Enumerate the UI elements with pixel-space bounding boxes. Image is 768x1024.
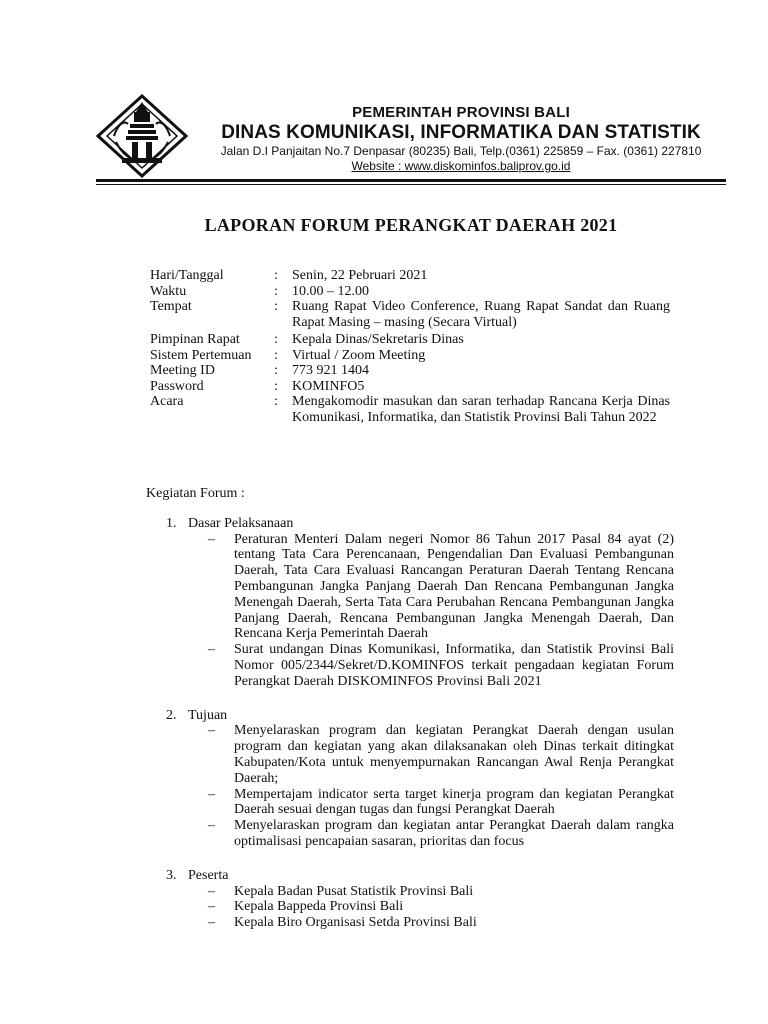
list-item [208, 642, 674, 689]
info-row [150, 363, 670, 379]
list-item [208, 899, 674, 915]
section-number: 2. [166, 707, 177, 723]
section-heading [166, 868, 674, 884]
list-item [208, 532, 674, 643]
section-number: 3. [166, 867, 177, 883]
dash-bullet: – [208, 723, 215, 739]
dash-bullet: – [208, 899, 215, 915]
list-item-text: Menyelaraskan program dan kegiatan Perangkat Daerah dengan usulan program dan kegiatan yang akan dilaksanakan oleh Dinas terkait ditingkat Kabupaten/Kota untuk menyempurnakan Rancangan Awal Renja Perangkat Daerah; [234, 723, 674, 786]
info-label: Password [150, 378, 204, 394]
info-colon: : [274, 378, 278, 394]
info-row [150, 268, 670, 284]
info-colon: : [274, 332, 278, 347]
info-colon: : [274, 394, 278, 409]
info-colon: : [274, 299, 278, 314]
info-value: Kepala Dinas/Sekretaris Dinas [292, 332, 464, 347]
info-label: Acara [150, 394, 184, 409]
info-value: Mengakomodir masukan dan saran terhadap Rancana Kerja Dinas Komunikasi, Informatika, dan Statistik Provinsi Bali Tahun 2022 [292, 394, 670, 425]
info-colon: : [274, 268, 278, 283]
letterhead-government: PEMERINTAH PROVINSI BALI [352, 104, 570, 121]
list-item-text: Kepala Bappeda Provinsi Bali [234, 899, 404, 915]
list-item-text: Kepala Badan Pusat Statistik Provinsi Bali [234, 883, 474, 899]
info-value: Senin, 22 Pebruari 2021 [292, 268, 428, 283]
info-label: Waktu [150, 283, 187, 299]
info-label: Hari/Tanggal [150, 268, 224, 283]
list-item-text: Surat undangan Dinas Komunikasi, Informatika, dan Statistik Provinsi Bali Nomor 005/2344/Sekret/D.KOMINFOS terkait pengadaan kegiatan Forum Perangkat Daerah DISKOMINFOS Provinsi Bali 2021 [234, 642, 674, 689]
bullet-list [208, 884, 674, 931]
info-label: Meeting ID [150, 363, 215, 378]
bullet-list [208, 532, 674, 690]
dash-bullet: – [208, 531, 215, 547]
info-label: Tempat [150, 299, 192, 314]
header-divider-thin [96, 184, 726, 185]
info-value: 773 921 1404 [292, 363, 369, 378]
dash-bullet: – [208, 642, 215, 658]
info-value: 10.00 – 12.00 [292, 283, 369, 299]
info-row [150, 348, 670, 364]
info-value: Virtual / Zoom Meeting [292, 347, 426, 363]
dash-bullet: – [208, 915, 215, 931]
activities-intro: Kegiatan Forum : [146, 486, 245, 501]
info-colon: : [274, 363, 278, 378]
section-title: Peserta [188, 867, 229, 883]
dash-bullet: – [208, 818, 215, 834]
info-row [150, 299, 670, 330]
letterhead-agency: DINAS KOMUNIKASI, INFORMATIKA DAN STATISTIK [221, 122, 701, 143]
info-value: Ruang Rapat Video Conference, Ruang Rapat Sandat dan Ruang Rapat Masing – masing (Secara Virtual) [292, 299, 670, 330]
info-label: Pimpinan Rapat [150, 332, 240, 347]
section-heading [166, 516, 674, 532]
header-divider-thick [96, 179, 726, 182]
info-row [150, 394, 670, 425]
list-item [208, 787, 674, 819]
letterhead-website[interactable]: Website : www.diskominfos.baliprov.go.id [351, 159, 571, 173]
info-colon: : [274, 347, 278, 363]
list-item [208, 723, 674, 786]
meeting-info-table [150, 268, 670, 425]
list-item-text: Kepala Biro Organisasi Setda Provinsi Bali [234, 915, 477, 931]
letterhead-address: Jalan D.I Panjaitan No.7 Denpasar (80235) Bali, Telp.(0361) 225859 – Fax. (0361) 227810 [220, 144, 702, 158]
list-item-text: Mempertajam indicator serta target kinerja program dan kegiatan Perangkat Daerah sesuai dengan tugas dan fungsi Perangkat Daerah [234, 786, 674, 818]
document-title: LAPORAN FORUM PERANGKAT DAERAH 2021 [204, 215, 618, 235]
info-row [150, 379, 670, 395]
section-number: 1. [166, 515, 177, 531]
bali-province-emblem-icon [96, 94, 188, 178]
dash-bullet: – [208, 883, 215, 899]
info-label: Sistem Pertemuan [150, 347, 252, 363]
list-item [208, 884, 674, 900]
letterhead [196, 104, 726, 174]
section-title: Tujuan [188, 707, 228, 723]
info-row [150, 332, 670, 348]
list-item-text: Menyelaraskan program dan kegiatan antar Perangkat Daerah dalam rangka optimalisasi pencapaian sasaran, prioritas dan focus [234, 818, 674, 849]
section-heading [166, 708, 674, 724]
list-item [208, 818, 674, 850]
list-item [208, 915, 674, 931]
dash-bullet: – [208, 786, 215, 802]
list-item-text: Peraturan Menteri Dalam negeri Nomor 86 Tahun 2017 Pasal 84 ayat (2) tentang Tata Cara Perencanaan, Pengendalian Dan Evaluasi Pembangunan Daerah, Tata Cara Evaluasi Rancangan Peraturan Daerah Tentang Rencana Pembangunan Jangka Panjang Daerah Dan Rencana Pembangunan Jangka Menengah Daerah, Serta Tata Cara Perubahan Rencana Pembangunan Jangka Panjang Daerah, Rencana Pembangunan Jangka Menengah Daerah, Dan Rencana Kerja Pemerintah Daerah [234, 531, 674, 642]
info-value: KOMINFO5 [292, 378, 365, 394]
info-colon: : [274, 283, 278, 299]
section-title: Dasar Pelaksanaan [188, 515, 294, 531]
info-row [150, 284, 670, 300]
bullet-list [208, 723, 674, 849]
forum-activities [146, 486, 674, 931]
